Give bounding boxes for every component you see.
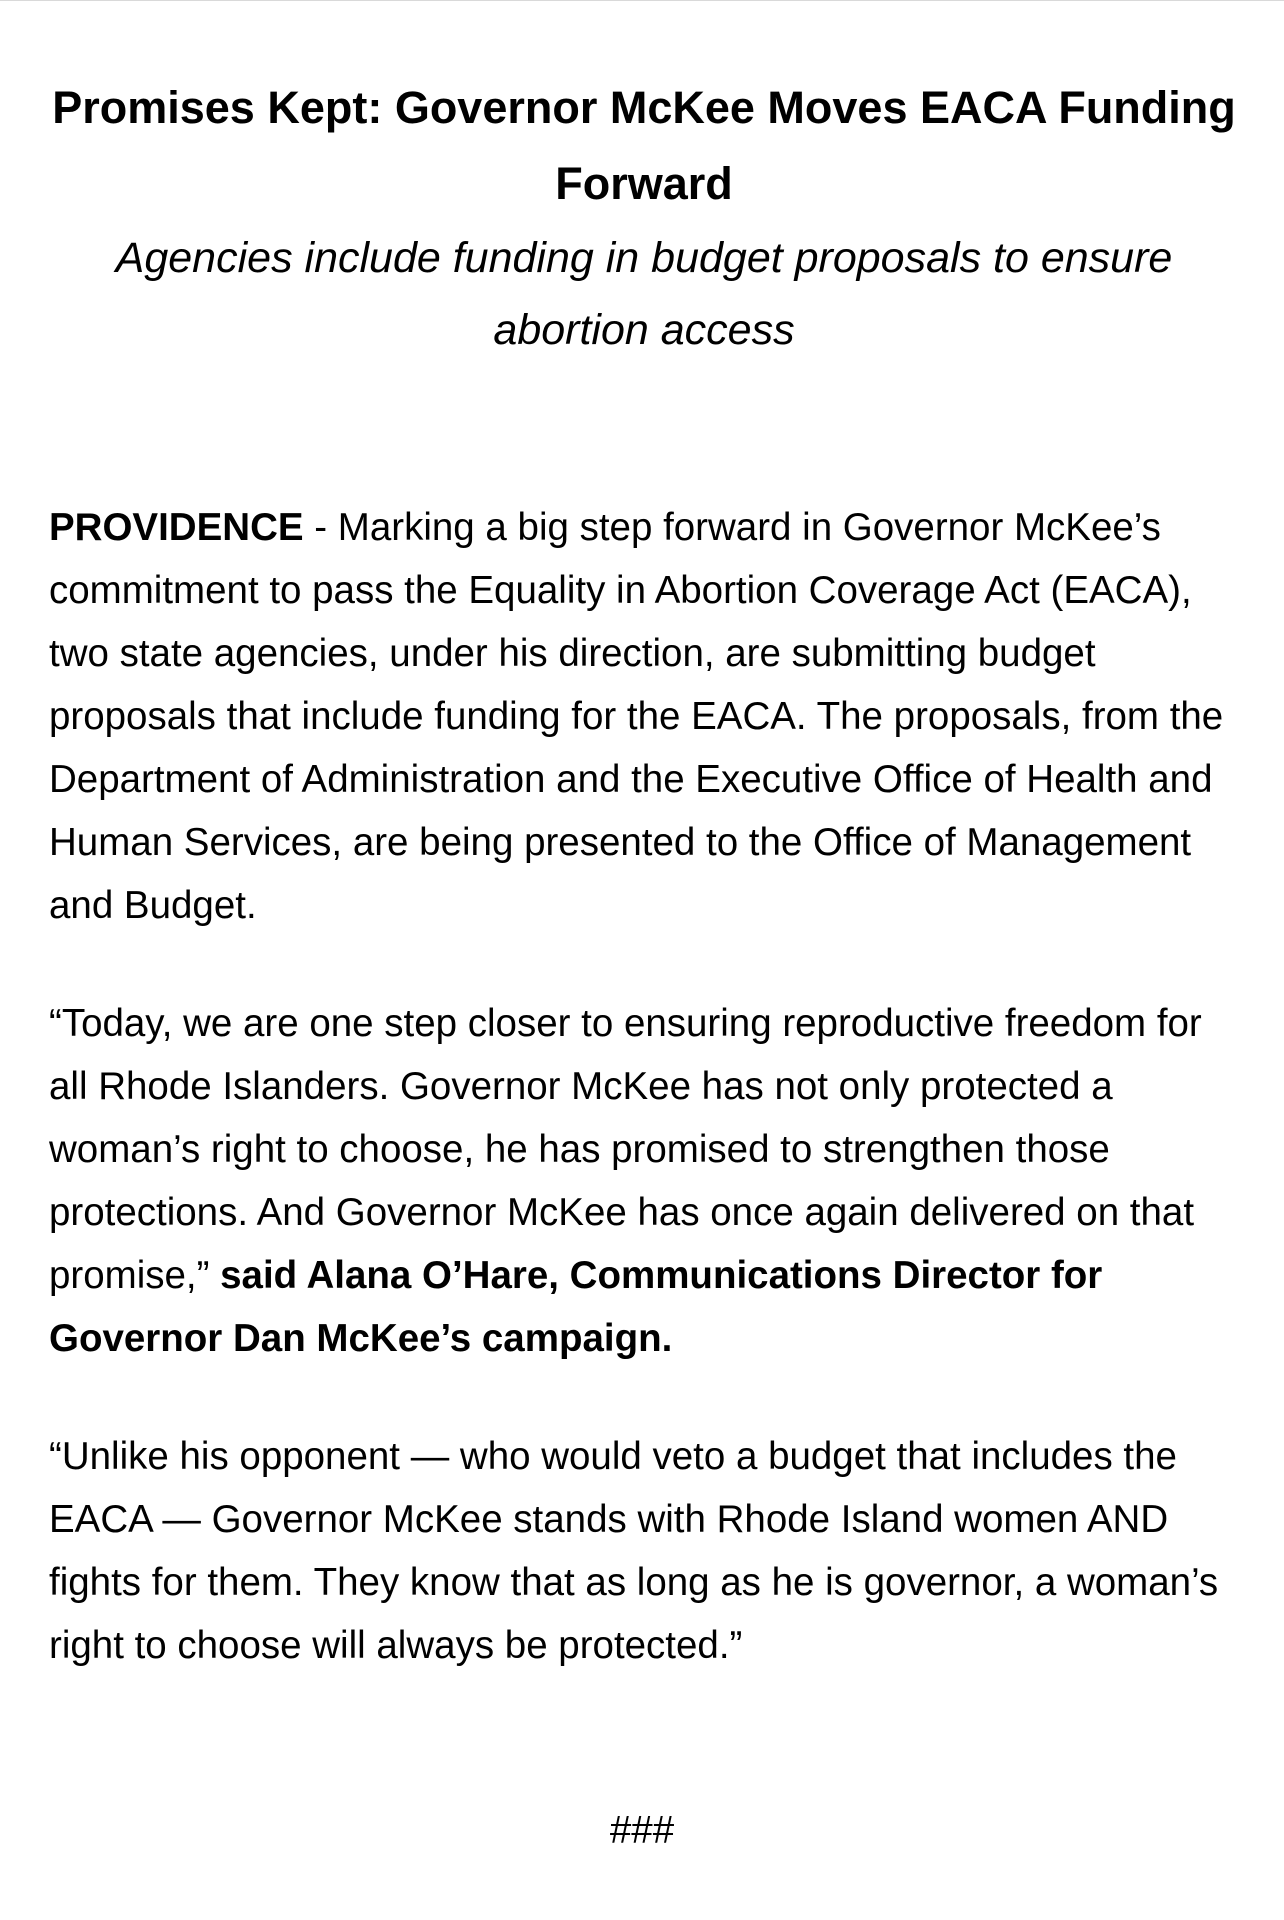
end-mark: ### — [609, 1809, 675, 1852]
paragraph-quote-1 — [49, 992, 1239, 1370]
intro-text: - Marking a big step forward in Governor McKee’s commitment to pass the Equality in Abortion Coverage Act (EACA), two state agencies, under his direction, are submitting budget proposals that include funding for the EACA. The proposals, from the Department of Administration and the Executive Office of Health and Human Services, are being presented to the Office of Management and Budget. — [49, 506, 1224, 927]
quote-text: “Today, we are one step closer to ensuring reproductive freedom for all Rhode Islanders. Governor McKee has not only protected a woman’s right to choose, he has promised to strengthen those protections. And Governor McKee has once again delivered on that promise,” — [49, 1002, 1202, 1297]
paragraph-quote-2 — [49, 1425, 1239, 1677]
subheadline: Agencies include funding in budget proposals to ensure abortion access — [115, 234, 1173, 354]
quote-attribution: said Alana O’Hare, Communications Director for Governor Dan McKee’s campaign. — [49, 1254, 1103, 1360]
headline: Promises Kept: Governor McKee Moves EACA Funding Forward — [52, 82, 1236, 209]
dateline: PROVIDENCE — [49, 506, 304, 549]
quote-text-2: “Unlike his opponent — who would veto a budget that includes the EACA — Governor McKee stands with Rhode Island women AND fights for them. They know that as long as he is governor, a woman’s right to choose will always be protected.” — [49, 1435, 1219, 1667]
press-release — [49, 70, 1239, 1677]
top-divider — [0, 0, 1284, 1]
paragraph-intro — [49, 496, 1239, 937]
